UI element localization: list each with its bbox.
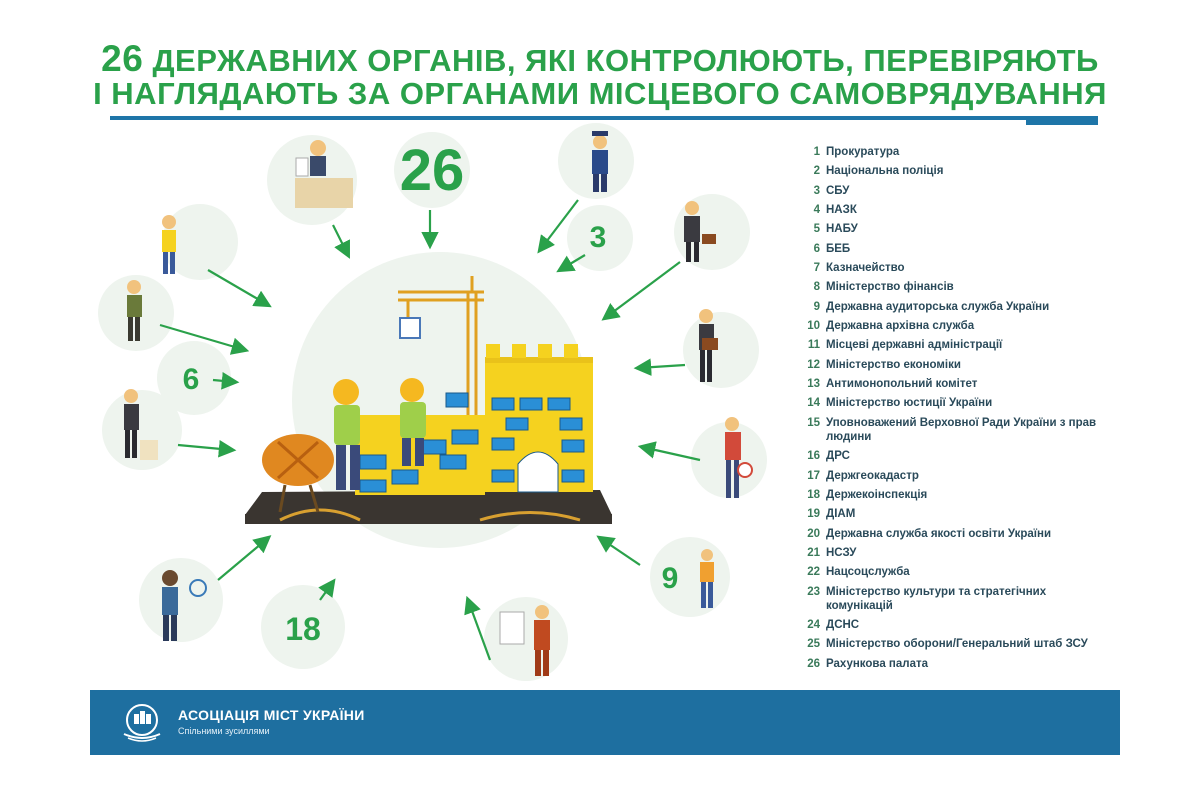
arrow [208, 270, 268, 305]
list-item: 11 Місцеві державні адміністрації [807, 339, 1003, 352]
organization-name: АСОЦІАЦІЯ МІСТ УКРАЇНИ [178, 707, 365, 723]
title-line-1-text: ДЕРЖАВНИХ ОРГАНІВ, ЯКІ КОНТРОЛЮЮТЬ, ПЕРЕВІРЯЮТЬ [152, 43, 1099, 78]
count-6: 6 [182, 363, 200, 396]
list-item: 15 Уповноважений Верховної Ради України з прав людини [807, 416, 1097, 443]
arrow [218, 538, 268, 580]
arrow [178, 445, 232, 450]
count-26: 26 [399, 138, 465, 203]
list-item: 25 Міністерство оборони/Генеральний штаб ЗСУ [807, 638, 1088, 651]
list-item: 3 СБУ [813, 184, 850, 197]
list-item: 22 Нацсоцслужба [807, 566, 910, 579]
organization-slogan: Спільними зусиллями [178, 726, 270, 736]
arrow [600, 538, 640, 565]
footer-banner [90, 690, 1120, 755]
list-item: 18 Держекоінспекція [807, 488, 928, 501]
list-item: 20 Державна служба якості освіти України [807, 527, 1052, 540]
list-item: 13 Антимонопольний комітет [807, 378, 978, 391]
arrow [638, 365, 685, 368]
title-line-2: І НАГЛЯДАЮТЬ ЗА ОРГАНАМИ МІСЦЕВОГО САМОВРЯДУВАННЯ [93, 76, 1107, 111]
list-item: 6 БЕБ [813, 242, 851, 255]
title-number: 26 [101, 38, 144, 79]
arrow [642, 447, 700, 460]
list-item: 5 НАБУ [813, 223, 858, 236]
list-item: 2 Національна поліція [813, 165, 944, 178]
list-item: 1 Прокуратура [813, 146, 900, 158]
circle-man-magnifier [139, 558, 223, 642]
list-item: 7 Казначейство [813, 262, 905, 275]
list-item: 4 НАЗК [813, 204, 857, 217]
person-icon-woman [162, 215, 176, 274]
castle-icon [485, 344, 593, 492]
arrow [605, 262, 680, 318]
list-item: 23 Міністерство культури та стратегічних комунікацій [807, 585, 1047, 612]
list-item: 21 НСЗУ [807, 546, 857, 559]
list-item: 9 Державна аудиторська служба України [813, 300, 1050, 313]
list-item: 26 Рахункова палата [807, 657, 929, 670]
list-item: 14 Міністерство юстиції України [807, 397, 993, 410]
list-item: 8 Міністерство фінансів [813, 281, 954, 294]
count-18: 18 [285, 611, 321, 647]
list-item: 10 Державна архівна служба [807, 320, 975, 333]
association-logo-icon [120, 702, 164, 742]
list-item: 16 ДРС [807, 450, 850, 463]
arrow [333, 225, 348, 255]
circle-man-folder [683, 312, 759, 388]
circle-firefighter [484, 597, 568, 681]
list-item: 17 Держгеокадастр [807, 469, 919, 482]
list-item: 19 ДІАМ [807, 508, 856, 521]
list-item: 12 Міністерство економіки [807, 358, 961, 371]
list-item: 24 ДСНС [807, 618, 860, 631]
count-9: 9 [661, 562, 679, 595]
bodies-list [804, 145, 1104, 676]
count-3: 3 [589, 221, 607, 254]
